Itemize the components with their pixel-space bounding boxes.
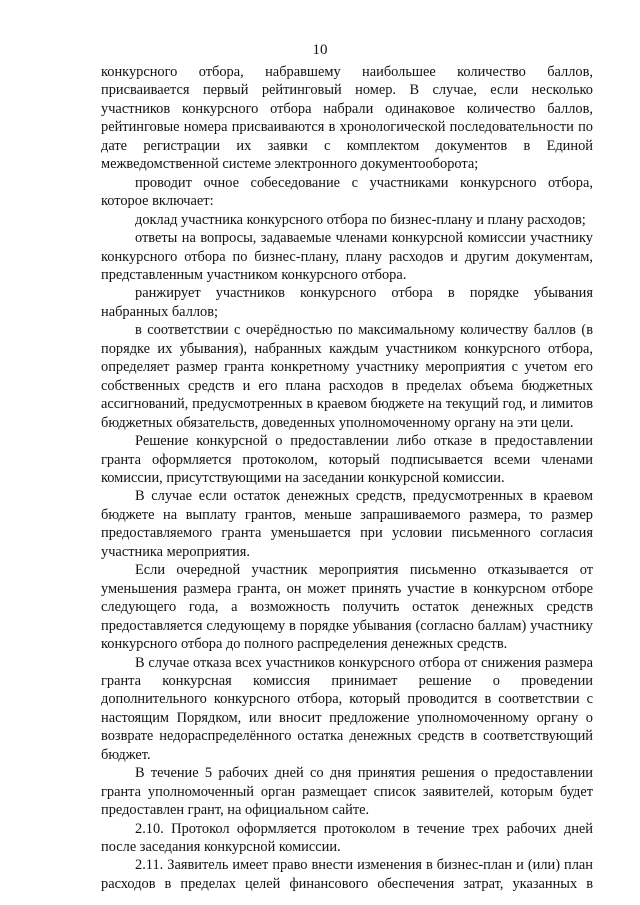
paragraph-3: доклад участника конкурсного отбора по бизнес-плану и плану расходов; (135, 211, 586, 228)
page-number: 10 (312, 42, 328, 58)
paragraph-10: В случае отказа всех участников конкурсного отбора от снижения размера гранта конкурсная комиссия принимает решение о проведении дополнительного конкурсного отбора, который проводится в соответствии с настоящим Порядком, или вносит предложение уполномоченному органу о возврате недораспределённого остатка денежных средств в соответствующий бюджет. (101, 654, 593, 763)
paragraph-11: В течение 5 рабочих дней со дня принятия решения о предоставлении гранта уполномоченный орган размещает список заявителей, которым будет предоставлен грант, на официальном сайте. (101, 765, 593, 819)
paragraph-7: Решение конкурсной о предоставлении либо отказе в предоставлении гранта оформляется протоколом, который подписывается всеми членами комиссии, присутствующими на заседании конкурсной комиссии. (101, 433, 593, 486)
paragraph-13: 2.11. Заявитель имеет право внести изменения в бизнес-план и (или) план расходов в пределах целей финансового обеспечения затрат, указанных в (101, 857, 593, 892)
paragraph-5: ранжирует участников конкурсного отбора в порядке убывания набранных баллов; (101, 285, 593, 320)
paragraph-12: 2.10. Протокол оформляется протоколом в течение трех рабочих дней после заседания конкурсной комиссии. (101, 820, 593, 856)
paragraph-8: В случае если остаток денежных средств, предусмотренных в краевом бюджете на выплату грантов, меньше запрашиваемого размера, то размер предоставляемого гранта уменьшается при условии письменного согласия участника мероприятия. (101, 488, 593, 560)
paragraph-6: в соответствии с очерёдностью по максимальному количеству баллов (в порядке их убывания), набранных каждым участником конкурсного отбора, определяет размер гранта конкретному участнику мероприятия с учетом его собственных средств и его плана расходов в пределах объема бюджетных ассигнований, предусмотренных в краевом бюджете на текущий год, и лимитов бюджетных обязательств, доведенных уполномоченному органу на эти цели. (101, 322, 593, 431)
paragraph-9: Если очередной участник мероприятия письменно отказывается от уменьшения размера гранта, он может принять участие в конкурсном отборе следующего года, а возможность получить остаток денежных средств предоставляется следующему в порядке убывания (согласно баллам) участнику конкурсного отбора до полного распределения денежных средств. (101, 562, 593, 653)
paragraph-4: ответы на вопросы, задаваемые членами конкурсной комиссии участнику конкурсного отбора по бизнес-плану, плану расходов и другим документам, представленным участником конкурсного отбора. (101, 230, 593, 283)
paragraph-2: проводит очное собеседование с участниками конкурсного отбора, которое включает: (101, 174, 593, 210)
document-body (101, 63, 593, 893)
paragraph-1: конкурсного отбора, набравшему наибольшее количество баллов, присваивается первый рейтинговый номер. В случае, если несколько участников конкурсного отбора набрали одинаковое количество баллов, рейтинговые номера присваиваются в хронологической последовательности по дате регистрации их заявки с комплектом документов в Единой межведомственной системе электронного документооборота; (101, 64, 593, 173)
